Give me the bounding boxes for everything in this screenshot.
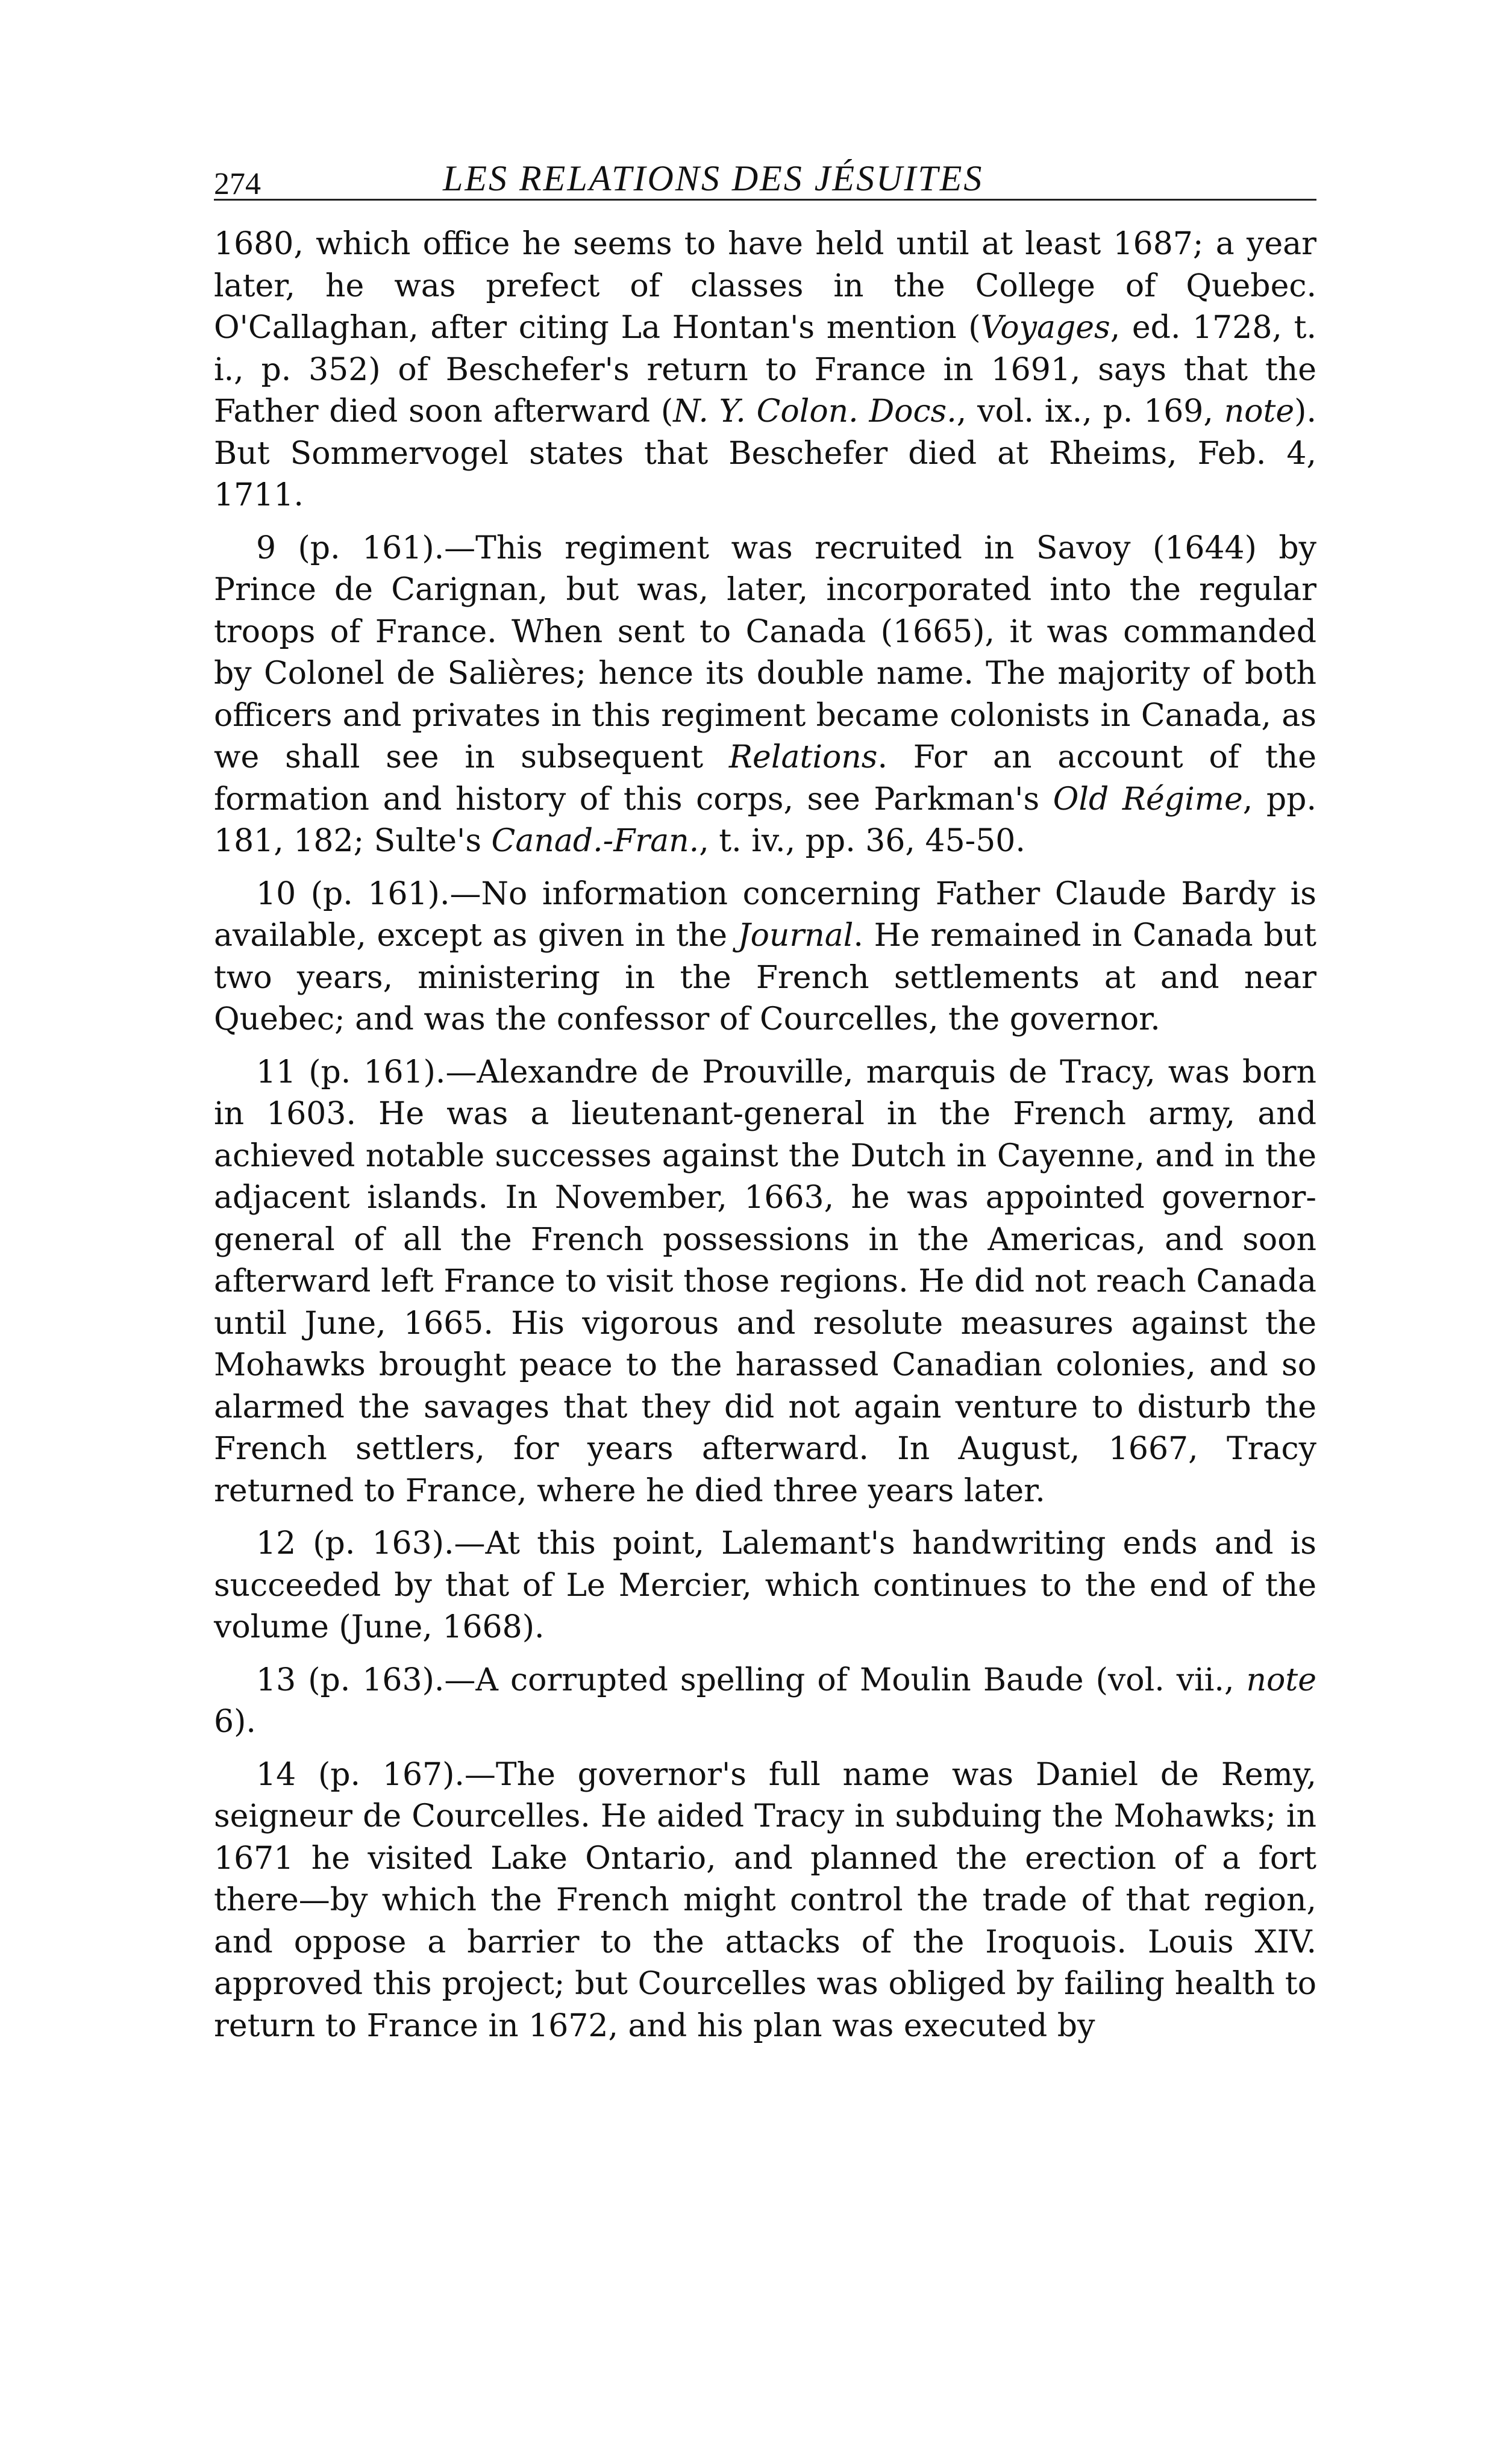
italic-text: note <box>1224 393 1295 430</box>
notes-body <box>214 224 1316 2047</box>
note-text: , pp. 181, 182; Sulte's <box>214 781 1316 859</box>
note-continuation <box>214 224 1316 517</box>
italic-text: Voyages <box>980 310 1110 346</box>
italic-text: Canad.-Fran. <box>491 823 699 859</box>
note-14 <box>214 1754 1316 2048</box>
note-11 <box>214 1052 1316 1513</box>
italic-text: Journal <box>737 918 854 954</box>
note-text: 14 (p. 167).—The governor's full name was Daniel de Remy, seigneur de Courcelles. He aided Tracy in subduing the Mohawks; in 1671 he visited Lake Ontario, and planned the erection of a fort there—by which the French might control the trade of that region, and oppose a barrier to the attacks of the Iroquois. Louis XIV. approved this project; but Courcelles was obliged by failing health to return to France in 1672, and his plan was executed by <box>214 1756 1316 2044</box>
note-10 <box>214 874 1316 1041</box>
note-text: 12 (p. 163).—At this point, Lalemant's handwriting ends and is succeeded by that of Le Mercier, which continues to the end of the volume (June, 1668). <box>214 1525 1316 1645</box>
note-text: . He remained in Canada but two years, ministering in the French settlements at and near Quebec; and was the confessor of Courcelles, the governor. <box>214 918 1316 1037</box>
note-text: 9 (p. 161).—This regiment was recruited in Savoy (1644) by Prince de Carignan, but was, later, incorporated into the regular troops of France. When sent to Canada (1665), it was commanded by Colonel de Salières; hence its double name. The majority of both officers and privates in this regiment became colonists in Canada, as we shall see in subsequent <box>214 530 1316 775</box>
italic-text: Old Régime <box>1053 781 1243 818</box>
note-12 <box>214 1523 1316 1649</box>
italic-text: note <box>1246 1662 1316 1698</box>
note-13 <box>214 1660 1316 1743</box>
note-text: ). But Sommervogel states that Beschefer died at Rheims, Feb. 4, 1711. <box>214 393 1316 513</box>
note-text: , t. iv., pp. 36, 45-50. <box>699 823 1025 859</box>
note-text: 11 (p. 161).—Alexandre de Prouville, marquis de Tracy, was born in 1603. He was a lieutenant-general in the French army, and achieved notable successes against the Dutch in Cayenne, and in the adjacent islands. In November, 1663, he was appointed governor-general of all the French possessions in the Americas, and soon afterward left France to visit those regions. He did not reach Canada until June, 1665. His vigorous and resolute measures against the Mohawks brought peace to the harassed Canadian colonies, and so alarmed the savages that they did not again venture to disturb the French settlers, for years afterward. In August, 1667, Tracy returned to France, where he died three years later. <box>214 1054 1316 1509</box>
running-title: LES RELATIONS DES JÉSUITES <box>443 158 984 198</box>
running-head <box>214 145 1316 201</box>
note-text: , vol. ix., p. 169, <box>956 393 1224 430</box>
note-text: 6). <box>214 1704 256 1740</box>
page-number: 274 <box>214 167 261 201</box>
note-text: 1680, which office he seems to have held until at least 1687; a year later, he was prefect of classes in the College of Quebec. O'Callaghan, after citing La Hontan's mention ( <box>214 226 1316 346</box>
note-text: . For an account of the formation and history of this corps, see Parkman's <box>214 739 1316 818</box>
note-9 <box>214 528 1316 863</box>
note-text: 10 (p. 161).—No information concerning Father Claude Bardy is available, except as given in the <box>214 875 1316 954</box>
note-text: , ed. 1728, t. i., p. 352) of Beschefer's return to France in 1691, says that the Father died soon afterward ( <box>214 310 1316 430</box>
note-text: 13 (p. 163).—A corrupted spelling of Moulin Baude (vol. vii., <box>256 1662 1247 1698</box>
book-page <box>214 145 1316 2047</box>
italic-text: Relations <box>728 739 878 775</box>
italic-text: N. Y. Colon. Docs. <box>673 393 957 430</box>
